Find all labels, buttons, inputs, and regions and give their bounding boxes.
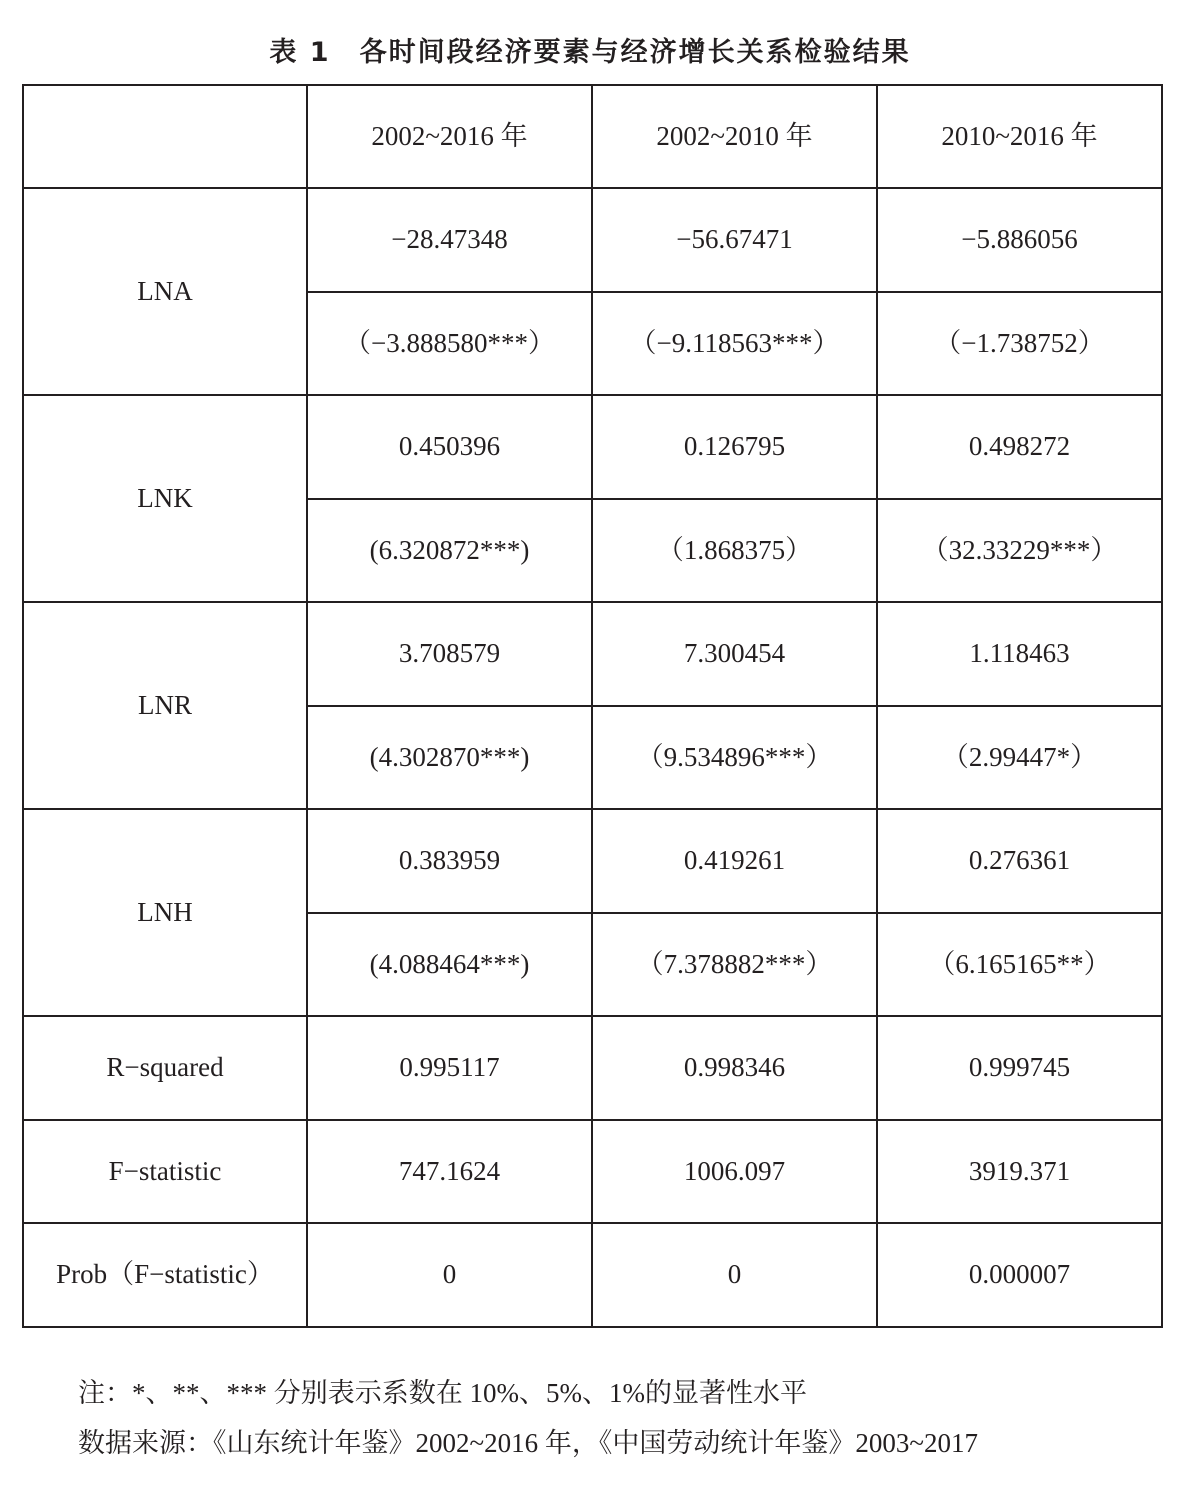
tstat-cell: (4.302870***) xyxy=(307,706,592,810)
coef-cell: −5.886056 xyxy=(877,188,1162,292)
stat-cell: 0 xyxy=(592,1223,877,1327)
header-cell-2010-2016: 2010~2016 年 xyxy=(877,85,1162,188)
tstat-cell: (4.088464***) xyxy=(307,913,592,1017)
variable-label-lnr: LNR xyxy=(23,602,307,809)
stat-cell: 747.1624 xyxy=(307,1120,592,1224)
regression-results-table xyxy=(22,84,1163,1328)
tstat-cell: （7.378882***） xyxy=(592,913,877,1017)
coef-cell: 0.419261 xyxy=(592,809,877,913)
header-cell-empty xyxy=(23,85,307,188)
stat-cell: 1006.097 xyxy=(592,1120,877,1224)
coef-cell: 0.126795 xyxy=(592,395,877,499)
coef-cell: 3.708579 xyxy=(307,602,592,706)
table-row xyxy=(23,809,1162,913)
stat-cell: 0 xyxy=(307,1223,592,1327)
stat-cell: 0.995117 xyxy=(307,1016,592,1120)
tstat-cell: （9.534896***） xyxy=(592,706,877,810)
stat-cell: 0.998346 xyxy=(592,1016,877,1120)
coef-cell: 0.450396 xyxy=(307,395,592,499)
variable-label-lnk: LNK xyxy=(23,395,307,602)
stat-cell: 0.000007 xyxy=(877,1223,1162,1327)
table-row xyxy=(23,1120,1162,1224)
tstat-cell: （−9.118563***） xyxy=(592,292,877,396)
coef-cell: 7.300454 xyxy=(592,602,877,706)
stat-cell: 3919.371 xyxy=(877,1120,1162,1224)
header-cell-2002-2010: 2002~2010 年 xyxy=(592,85,877,188)
table-row xyxy=(23,602,1162,706)
table-row xyxy=(23,1223,1162,1327)
tstat-cell: （−1.738752） xyxy=(877,292,1162,396)
stat-label-f-statistic: F−statistic xyxy=(23,1120,307,1224)
tstat-cell: （2.99447*） xyxy=(877,706,1162,810)
tstat-cell: （6.165165**） xyxy=(877,913,1162,1017)
coef-cell: 1.118463 xyxy=(877,602,1162,706)
table-row xyxy=(23,1016,1162,1120)
table-row xyxy=(23,188,1162,292)
coef-cell: 0.383959 xyxy=(307,809,592,913)
coef-cell: 0.498272 xyxy=(877,395,1162,499)
table-notes xyxy=(78,1368,978,1468)
significance-note: 注：*、**、*** 分别表示系数在 10%、5%、1%的显著性水平 xyxy=(78,1378,807,1408)
variable-label-lnh: LNH xyxy=(23,809,307,1016)
tstat-cell: （−3.888580***） xyxy=(307,292,592,396)
coef-cell: 0.276361 xyxy=(877,809,1162,913)
stat-label-prob-f-statistic: Prob（F−statistic） xyxy=(23,1223,307,1327)
stat-label-r-squared: R−squared xyxy=(23,1016,307,1120)
variable-label-lna: LNA xyxy=(23,188,307,395)
data-source-note: 数据来源：《山东统计年鉴》2002~2016 年，《中国劳动统计年鉴》2003~2017 xyxy=(78,1428,978,1458)
header-cell-2002-2016: 2002~2016 年 xyxy=(307,85,592,188)
coef-cell: −56.67471 xyxy=(592,188,877,292)
tstat-cell: (6.320872***) xyxy=(307,499,592,603)
tstat-cell: （1.868375） xyxy=(592,499,877,603)
tstat-cell: （32.33229***） xyxy=(877,499,1162,603)
table-title: 表 1 各时间段经济要素与经济增长关系检验结果 xyxy=(269,37,911,68)
stat-cell: 0.999745 xyxy=(877,1016,1162,1120)
coef-cell: −28.47348 xyxy=(307,188,592,292)
table-row xyxy=(23,395,1162,499)
header-row xyxy=(23,85,1162,188)
